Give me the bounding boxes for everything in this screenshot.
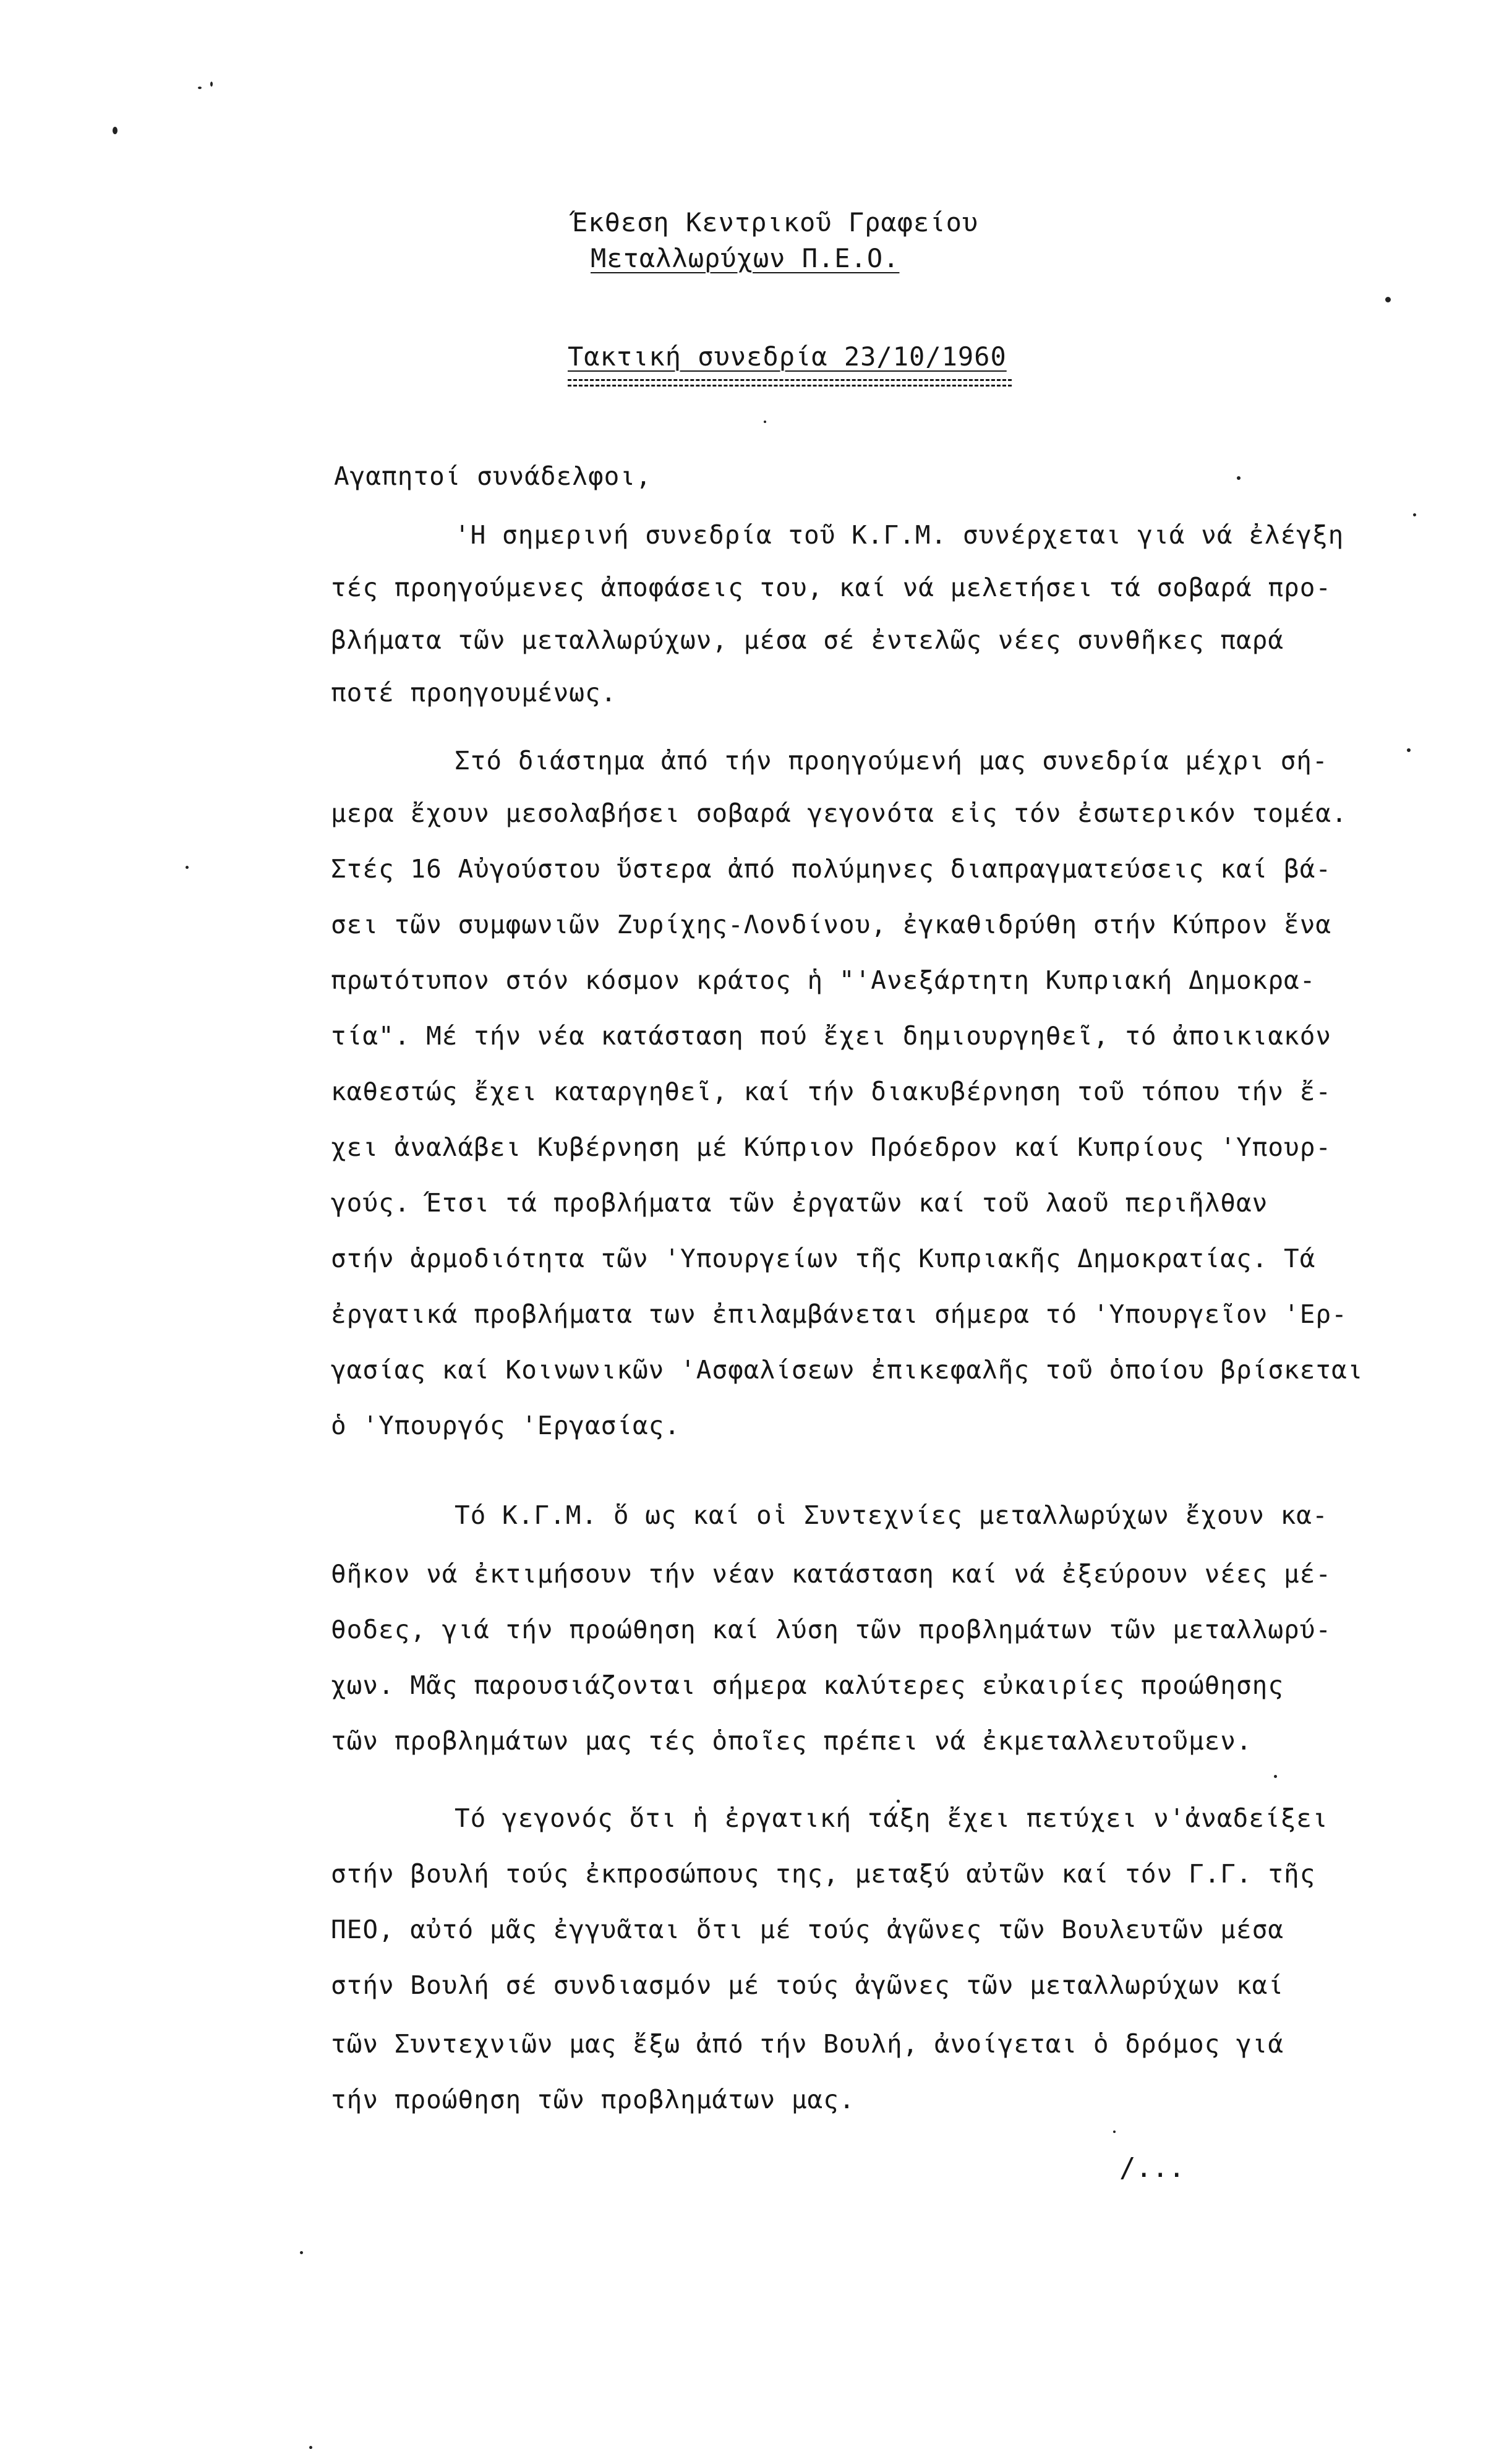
body-line: 'Η σημερινή συνεδρία τοῦ Κ.Γ.Μ. συνέρχεται γιά νά ἐλέγξη <box>455 520 1344 550</box>
body-line: Τό Κ.Γ.Μ. ὅ ως καί οἱ Συντεχνίες μεταλλωρύχων ἔχουν κα- <box>455 1500 1328 1530</box>
body-line: χει ἀναλάβει Κυβέρνηση μέ Κύπριον Πρόεδρον καί Κυπρίους 'Υπουρ- <box>331 1132 1332 1162</box>
scan-speck <box>186 866 189 869</box>
body-line: τήν προώθηση τῶν προβλημάτων μας. <box>331 2085 855 2114</box>
body-line: τές προηγούμενες ἀποφάσεις του, καί νά μελετήσει τά σοβαρά προ- <box>331 573 1332 602</box>
report-title-line2: Μεταλλωρύχων Π.Ε.Ο. <box>591 243 900 273</box>
scan-speck <box>1237 476 1241 480</box>
body-line: στήν Βουλή σέ συνδιασμόν μέ τούς ἀγῶνες τῶν μεταλλωρύχων καί <box>331 1970 1284 2000</box>
body-line: ΠΕΟ, αὐτό μᾶς ἐγγυᾶται ὅτι μέ τούς ἀγῶνες τῶν Βουλευτῶν μέσα <box>331 1915 1284 1944</box>
body-line: στήν βουλή τούς ἐκπροσώπους της, μεταξύ αὐτῶν καί τόν Γ.Γ. τῆς <box>331 1859 1316 1889</box>
body-line: πρωτότυπον στόν κόσμον κράτος ἡ "'Ανεξάρτητη Κυπριακή Δημοκρα- <box>331 965 1316 995</box>
body-line: Στό διάστημα ἀπό τήν προηγούμενή μας συνεδρία μέχρι σή- <box>455 746 1328 776</box>
body-line: Στές 16 Αὐγούστου ὕστερα ἀπό πολύμηνες διαπραγματεύσεις καί βά- <box>331 854 1332 884</box>
body-line: γούς. Έτσι τά προβλήματα τῶν ἐργατῶν καί τοῦ λαοῦ περιῆλθαν <box>331 1188 1268 1218</box>
session-heading: Τακτική συνεδρία 23/10/1960 <box>568 341 1007 372</box>
body-line: τῶν Συντεχνιῶν μας ἔξω ἀπό τήν Βουλή, ἀνοίγεται ὁ δρόμος γιά <box>331 2029 1284 2059</box>
scan-speck <box>210 82 213 87</box>
body-line: χων. Μᾶς παρουσιάζονται σήμερα καλύτερες εὐκαιρίες προώθησης <box>331 1670 1284 1700</box>
scan-speck <box>1274 1775 1277 1778</box>
scan-speck <box>1413 513 1416 516</box>
body-line: σει τῶν συμφωνιῶν Ζυρίχης-Λονδίνου, ἐγκαθιδρύθη στήν Κύπρον ἕνα <box>331 910 1332 939</box>
body-line: στήν ἁρμοδιότητα τῶν 'Υπουργείων τῆς Κυπριακῆς Δημοκρατίας. Τά <box>331 1244 1316 1273</box>
scan-speck <box>113 127 117 134</box>
body-line: βλήματα τῶν μεταλλωρύχων, μέσα σέ ἐντελῶς νέες συνθῆκες παρά <box>331 625 1284 655</box>
scan-speck <box>764 421 766 423</box>
scan-speck <box>1407 748 1411 752</box>
body-line: τῶν προβλημάτων μας τές ὁποῖες πρέπει νά ἐκμεταλλευτοῦμεν. <box>331 1726 1252 1756</box>
body-line: ἐργατικά προβλήματα των ἐπιλαμβάνεται σήμερα τό 'Υπουργεῖον 'Ερ- <box>331 1299 1348 1329</box>
body-line: θῆκον νά ἐκτιμήσουν τήν νέαν κατάσταση καί νά ἐξεύρουν νέες μέ- <box>331 1559 1332 1589</box>
double-rule-bottom <box>568 385 1012 387</box>
scan-speck <box>300 2251 303 2254</box>
report-title-line1: Έκθεση Κεντρικοῦ Γραφείου <box>572 207 979 237</box>
body-line: τία". Μέ τήν νέα κατάσταση πού ἔχει δημιουργηθεῖ, τό ἀποικιακόν <box>331 1021 1332 1051</box>
body-line: καθεστώς ἔχει καταργηθεῖ, καί τήν διακυβέρνηση τοῦ τόπου τήν ἔ- <box>331 1077 1332 1106</box>
body-line: θοδες, γιά τήν προώθηση καί λύση τῶν προβλημάτων τῶν μεταλλωρύ- <box>331 1615 1332 1644</box>
continuation-mark: /... <box>1119 2152 1185 2184</box>
body-line: ὁ 'Υπουργός 'Εργασίας. <box>331 1411 681 1440</box>
scan-speck <box>309 2446 312 2449</box>
body-line: ποτέ προηγουμένως. <box>331 678 617 707</box>
scan-speck <box>198 87 202 89</box>
body-line: μερα ἔχουν μεσολαβήσει σοβαρά γεγονότα εἰς τόν ἐσωτερικόν τομέα. <box>331 798 1348 828</box>
body-line: Τό γεγονός ὅτι ἡ ἐργατική τάξη ἔχει πετύχει ν'ἀναδείξει <box>455 1803 1328 1833</box>
scan-speck <box>1385 297 1391 302</box>
double-rule-top <box>568 379 1012 381</box>
scan-speck <box>1113 2131 1116 2133</box>
body-line: γασίας καί Κοινωνικῶν 'Ασφαλίσεων ἐπικεφαλῆς τοῦ ὁποίου βρίσκεται <box>331 1355 1364 1385</box>
salutation: Αγαπητοί συνάδελφοι, <box>334 461 652 491</box>
